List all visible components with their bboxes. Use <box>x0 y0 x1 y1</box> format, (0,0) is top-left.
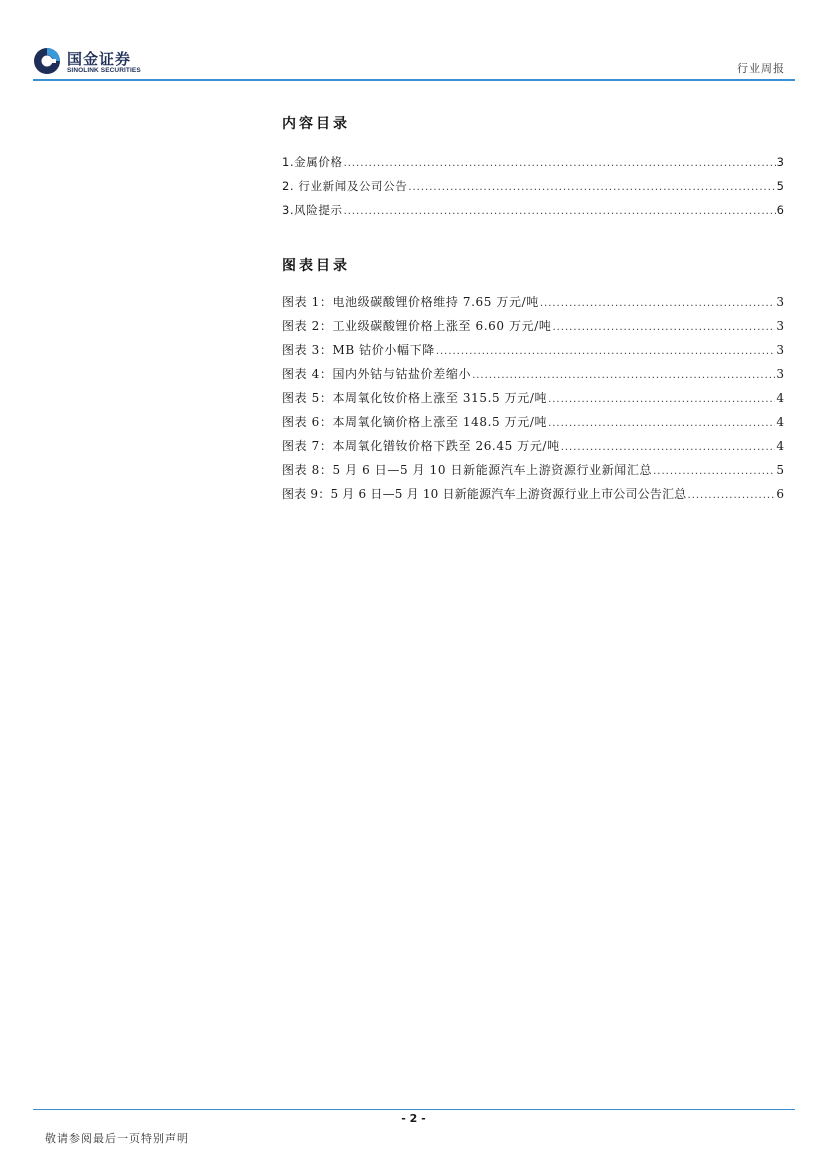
figure-entry[interactable] <box>282 410 784 434</box>
figure-entry-page: 4 <box>776 391 784 405</box>
logo-english-name: SINOLINK SECURITIES <box>67 67 141 74</box>
page-header <box>0 0 827 82</box>
report-type-label: 行业周报 <box>737 62 785 75</box>
figure-entry-page: 3 <box>776 319 784 333</box>
toc-entry-page: 3 <box>776 155 784 169</box>
footer-disclaimer: 敬请参阅最后一页特别声明 <box>45 1132 189 1145</box>
header-divider <box>33 79 795 81</box>
figure-entry[interactable] <box>282 482 784 506</box>
dot-leader <box>344 200 776 224</box>
toc-entry[interactable] <box>282 150 784 174</box>
figure-entry[interactable] <box>282 314 784 338</box>
figures-toc <box>282 255 784 506</box>
figure-entry[interactable] <box>282 434 784 458</box>
logo-chinese-name: 国金证券 <box>67 50 132 68</box>
dot-leader <box>653 460 775 484</box>
figures-heading: 图表目录 <box>282 258 350 274</box>
figure-entry-label: 图表 6：本周氧化镝价格上涨至 148.5 万元/吨 <box>282 415 548 429</box>
toc-entry-label: 3.风险提示 <box>282 203 343 217</box>
figure-entry-page: 3 <box>776 343 784 357</box>
contents-heading: 内容目录 <box>282 116 350 132</box>
figure-entry-page: 5 <box>776 463 784 477</box>
dot-leader <box>436 340 776 364</box>
figure-entry-page: 4 <box>776 415 784 429</box>
dot-leader <box>688 484 776 508</box>
toc-entry-page: 6 <box>776 203 784 217</box>
dot-leader <box>552 316 775 340</box>
figure-entry[interactable] <box>282 338 784 362</box>
figure-entry-page: 3 <box>776 367 784 381</box>
figure-entry-label: 图表 7：本周氧化镨钕价格下跌至 26.45 万元/吨 <box>282 439 560 453</box>
dot-leader <box>472 364 775 388</box>
figure-entry-label: 图表 3：MB 钴价小幅下降 <box>282 343 435 357</box>
figure-entry-label: 图表 5：本周氧化钕价格上涨至 315.5 万元/吨 <box>282 391 548 405</box>
dot-leader <box>548 388 775 412</box>
figure-entry[interactable] <box>282 386 784 410</box>
toc-entry-label: 1.金属价格 <box>282 155 343 169</box>
figure-entry-page: 4 <box>776 439 784 453</box>
dot-leader <box>561 436 776 460</box>
dot-leader <box>344 152 776 176</box>
dot-leader <box>408 176 775 200</box>
toc-entry-label: 2. 行业新闻及公司公告 <box>282 179 408 193</box>
figure-entry-label: 图表 4：国内外钴与钴盐价差缩小 <box>282 367 472 381</box>
figure-entry-label: 图表 2：工业级碳酸锂价格上涨至 6.60 万元/吨 <box>282 319 552 333</box>
figure-entry-label: 图表 8：5 月 6 日—5 月 10 日新能源汽车上游资源行业新闻汇总 <box>282 463 653 477</box>
figure-entry-page: 3 <box>776 295 784 309</box>
toc-entry[interactable] <box>282 198 784 222</box>
dot-leader <box>540 292 776 316</box>
toc-entry[interactable] <box>282 174 784 198</box>
figure-entry[interactable] <box>282 362 784 386</box>
dot-leader <box>548 412 775 436</box>
footer-divider <box>33 1109 795 1110</box>
company-logo <box>33 47 153 79</box>
figure-entry-label: 图表 9：5 月 6 日—5 月 10 日新能源汽车上游资源行业上市公司公告汇总 <box>282 487 687 501</box>
page-number: - 2 - <box>401 1112 426 1125</box>
contents-toc <box>282 113 784 222</box>
figure-entry-label: 图表 1：电池级碳酸锂价格维持 7.65 万元/吨 <box>282 295 539 309</box>
figure-entry[interactable] <box>282 290 784 314</box>
toc-entry-page: 5 <box>776 179 784 193</box>
figure-entry[interactable] <box>282 458 784 482</box>
logo-mark-icon <box>33 47 61 75</box>
figure-entry-page: 6 <box>776 487 784 501</box>
